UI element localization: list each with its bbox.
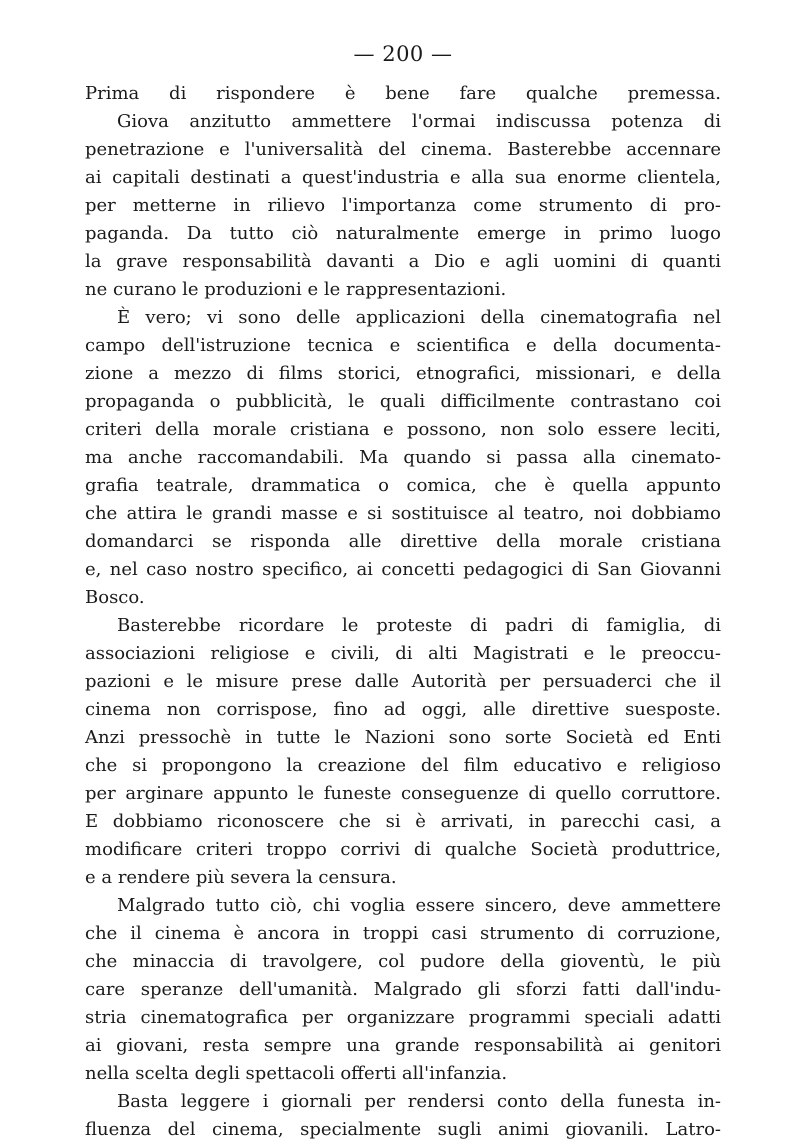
text-line: care speranze dell'umanità. Malgrado gli sforzi fatti dall'indu- xyxy=(85,979,721,1000)
text-line: Prima di rispondere è bene fare qualche premessa. xyxy=(85,83,721,104)
text-line: propaganda o pubblicità, le quali difficilmente contrastano coi xyxy=(85,391,721,412)
text-line: modificare criteri troppo corrivi di qualche Società produttrice, xyxy=(85,839,721,860)
text-line: e a rendere più severa la censura. xyxy=(85,867,397,888)
text-line: Giova anzitutto ammettere l'ormai indiscussa potenza di xyxy=(117,111,721,132)
text-line: ai giovani, resta sempre una grande responsabilità ai genitori xyxy=(85,1035,721,1056)
text-line: fluenza del cinema, specialmente sugli animi giovanili. Latro- xyxy=(85,1119,721,1140)
text-line: Basta leggere i giornali per rendersi conto della funesta in- xyxy=(117,1091,721,1112)
book-page xyxy=(85,38,721,1144)
text-line: che minaccia di travolgere, col pudore della gioventù, le più xyxy=(85,951,721,972)
text-line: cinema non corrispose, fino ad oggi, alle direttive suesposte. xyxy=(85,699,721,720)
text-line: È vero; vi sono delle applicazioni della cinematografia nel xyxy=(117,307,721,328)
text-line: che attira le grandi masse e si sostituisce al teatro, noi dobbiamo xyxy=(85,503,721,524)
text-line: stria cinematografica per organizzare programmi speciali adatti xyxy=(85,1007,721,1028)
text-line: campo dell'istruzione tecnica e scientifica e della documenta- xyxy=(85,335,721,356)
text-line: e, nel caso nostro specifico, ai concetti pedagogici di San Giovanni xyxy=(85,559,721,580)
page-number: — 200 — xyxy=(353,42,453,66)
text-line: che il cinema è ancora in troppi casi strumento di corruzione, xyxy=(85,923,721,944)
text-line: che si propongono la creazione del film educativo e religioso xyxy=(85,755,721,776)
body-text xyxy=(85,80,721,1144)
text-line: paganda. Da tutto ciò naturalmente emerge in primo luogo xyxy=(85,223,721,244)
text-line: nella scelta degli spettacoli offerti all'infanzia. xyxy=(85,1063,508,1084)
text-line: ma anche raccomandabili. Ma quando si passa alla cinemato- xyxy=(85,447,721,468)
text-line: ne curano le produzioni e le rappresentazioni. xyxy=(85,279,507,300)
text-line: criteri della morale cristiana e possono, non solo essere leciti, xyxy=(85,419,721,440)
text-line: associazioni religiose e civili, di alti Magistrati e le preoccu- xyxy=(85,643,721,664)
text-line: grafia teatrale, drammatica o comica, che è quella appunto xyxy=(85,475,721,496)
text-line: zione a mezzo di films storici, etnografici, missionari, e della xyxy=(85,363,721,384)
text-line: Malgrado tutto ciò, chi voglia essere sincero, deve ammettere xyxy=(117,895,721,916)
text-line: domandarci se risponda alle direttive della morale cristiana xyxy=(85,531,721,552)
text-line: E dobbiamo riconoscere che si è arrivati, in parecchi casi, a xyxy=(85,811,721,832)
text-line: per metterne in rilievo l'importanza come strumento di pro- xyxy=(85,195,721,216)
text-line: pazioni e le misure prese dalle Autorità per persuaderci che il xyxy=(85,671,721,692)
text-line: la grave responsabilità davanti a Dio e agli uomini di quanti xyxy=(85,251,721,272)
text-line: Anzi pressochè in tutte le Nazioni sono sorte Società ed Enti xyxy=(85,727,721,748)
text-line: penetrazione e l'universalità del cinema. Basterebbe accennare xyxy=(85,139,721,160)
text-line: ai capitali destinati a quest'industria e alla sua enorme clientela, xyxy=(85,167,721,188)
text-line: per arginare appunto le funeste conseguenze di quello corruttore. xyxy=(85,783,721,804)
text-line: Basterebbe ricordare le proteste di padri di famiglia, di xyxy=(117,615,721,636)
text-line: Bosco. xyxy=(85,587,145,608)
